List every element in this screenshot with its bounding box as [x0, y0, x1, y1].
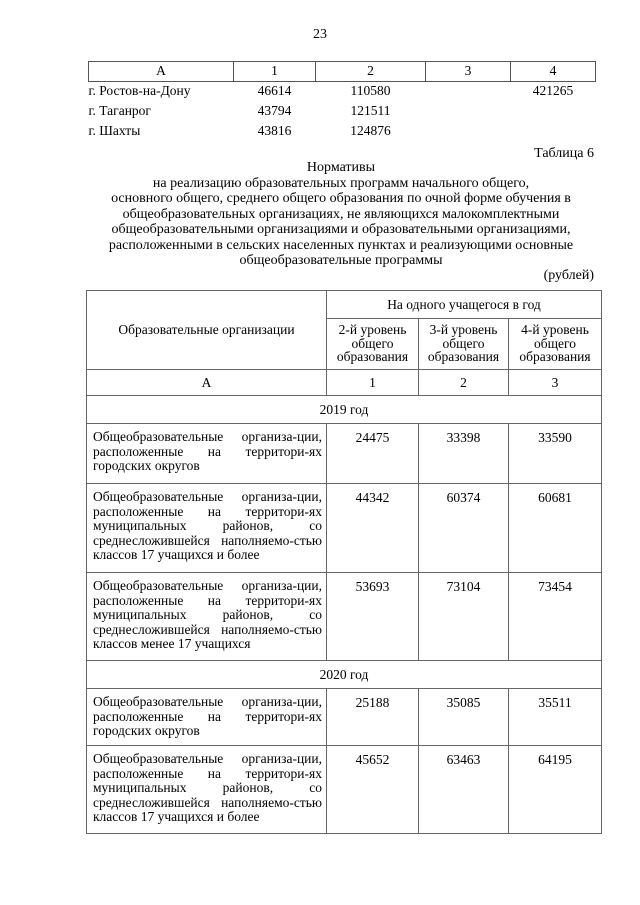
- value-cell: 73104: [419, 573, 509, 661]
- value-cell: 46614: [257, 83, 292, 98]
- value-cell: 44342: [327, 484, 419, 573]
- index-cell: 1: [327, 370, 419, 396]
- org-description: Общеобразовательные организа-ции, расположенные на территори-ях муниципальных районов, со среднесложившейся наполняемо-стью классов менее 17 учащихся: [87, 573, 327, 661]
- value-cell: [511, 122, 596, 142]
- header-cell: 2: [316, 62, 426, 82]
- value-cell: [511, 102, 596, 122]
- header-cell: 4: [511, 62, 596, 82]
- normatives-table: [86, 290, 602, 834]
- title-line: Нормативы: [306, 160, 376, 175]
- org-description: Общеобразовательные организа-ции, расположенные на территори-ях муниципальных районов, со среднесложившейся наполняемо-стью классов 17 учащихся и более: [87, 484, 327, 573]
- group-header: На одного учащегося в год: [327, 291, 602, 319]
- value-cell: 35085: [419, 689, 509, 746]
- city-name: г. Таганрог: [88, 103, 151, 118]
- table-row: [87, 424, 602, 484]
- table-row: [87, 689, 602, 746]
- year-label: 2020 год: [87, 661, 602, 689]
- header-cell: 1: [234, 62, 316, 82]
- value-cell: 60374: [419, 484, 509, 573]
- title-line: расположенными в сельских населенных пунктах и реализующими основные: [108, 237, 574, 253]
- year-row: [87, 661, 602, 689]
- index-row: [87, 370, 602, 396]
- table-header-row: [87, 291, 602, 319]
- continued-table-header-row: [89, 62, 596, 82]
- header-cell: 3: [426, 62, 511, 82]
- value-cell: 25188: [327, 689, 419, 746]
- org-column-header: Образовательные организации: [87, 291, 327, 370]
- table-title: [80, 160, 602, 269]
- value-cell: 121511: [350, 103, 391, 118]
- value-cell: 43816: [257, 123, 292, 138]
- title-line: общеобразовательные программы: [239, 253, 443, 268]
- index-cell: А: [87, 370, 327, 396]
- table-label: Таблица 6: [534, 146, 594, 161]
- level-header: 2-й уровень общего образования: [327, 319, 419, 370]
- value-cell: [426, 122, 511, 142]
- city-name: г. Шахты: [88, 123, 141, 138]
- city-name: г. Ростов-на-Дону: [88, 83, 191, 98]
- title-line: на реализацию образовательных программ начального общего,: [152, 175, 530, 191]
- page-number: 23: [313, 27, 327, 42]
- level-header: 3-й уровень общего образования: [419, 319, 509, 370]
- units-label: (рублей): [543, 268, 594, 283]
- value-cell: 53693: [327, 573, 419, 661]
- table-row: [89, 102, 596, 122]
- header-cell: А: [89, 62, 234, 82]
- value-cell: 63463: [419, 746, 509, 834]
- org-description: Общеобразовательные организа-ции, расположенные на территори-ях муниципальных районов, со среднесложившейся наполняемо-стью классов 17 учащихся и более: [87, 746, 327, 834]
- value-cell: 43794: [257, 103, 292, 118]
- value-cell: 33398: [419, 424, 509, 484]
- table-row: [89, 122, 596, 142]
- year-row: [87, 396, 602, 424]
- index-cell: 2: [419, 370, 509, 396]
- value-cell: 35511: [509, 689, 602, 746]
- table-row: [87, 573, 602, 661]
- value-cell: 64195: [509, 746, 602, 834]
- value-cell: 24475: [327, 424, 419, 484]
- value-cell: 110580: [350, 83, 391, 98]
- title-line: общеобразовательных организациях, не являющихся малокомплектными: [122, 206, 560, 222]
- org-description: Общеобразовательные организа-ции, расположенные на территори-ях городских округов: [87, 689, 327, 746]
- value-cell: 421265: [532, 83, 574, 98]
- value-cell: 124876: [350, 123, 391, 138]
- value-cell: 33590: [509, 424, 602, 484]
- index-cell: 3: [509, 370, 602, 396]
- table-row: [87, 484, 602, 573]
- title-line: общеобразовательными организациями и образовательными организациями,: [111, 222, 571, 237]
- value-cell: [426, 102, 511, 122]
- year-label: 2019 год: [87, 396, 602, 424]
- value-cell: 45652: [327, 746, 419, 834]
- value-cell: 73454: [509, 573, 602, 661]
- value-cell: 60681: [509, 484, 602, 573]
- title-line: основного общего, среднего общего образования по очной форме обучения в: [111, 191, 571, 206]
- continued-table: [88, 61, 596, 142]
- level-header: 4-й уровень общего образования: [509, 319, 602, 370]
- org-description: Общеобразовательные организа-ции, расположенные на территори-ях городских округов: [87, 424, 327, 484]
- value-cell: [426, 82, 511, 103]
- table-row: [89, 82, 596, 103]
- table-row: [87, 746, 602, 834]
